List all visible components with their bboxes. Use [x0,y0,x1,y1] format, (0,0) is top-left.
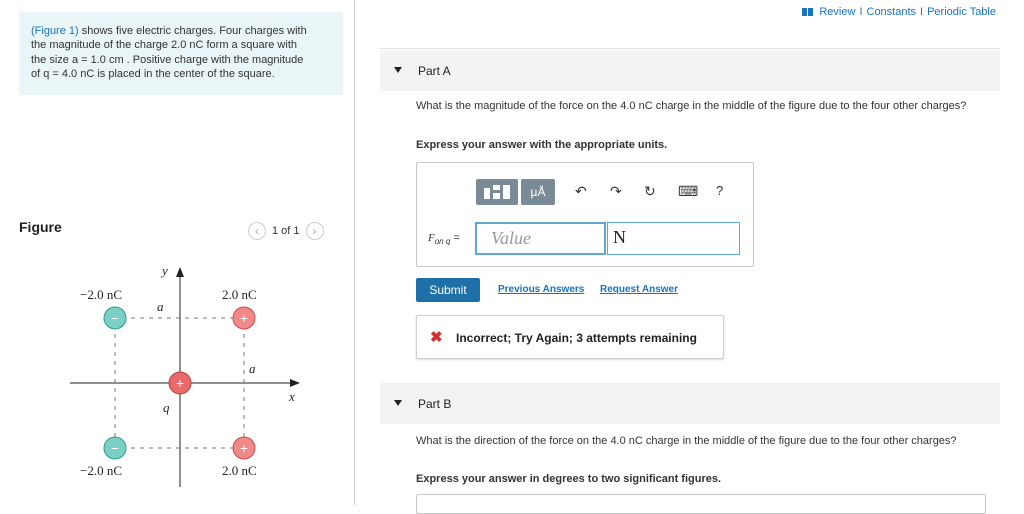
label-y-axis: y [162,263,168,278]
label-x-axis: x [289,389,295,404]
label-top-right: 2.0 nC [222,287,257,302]
force-symbol: F [428,232,435,244]
charges-figure [60,255,300,500]
submit-button[interactable]: Submit [416,278,480,302]
review-link[interactable]: Review [819,6,856,18]
prev-figure-button[interactable]: ‹ [248,222,266,240]
label-side-a-top: a [157,299,164,314]
collapse-caret-icon[interactable] [394,400,402,406]
link-separator: I [859,6,863,18]
part-a-instruction: Express your answer with the appropriate units. [416,139,668,151]
charge-bottom-right-sign: + [239,440,249,456]
label-q: q [163,400,170,415]
book-icon [802,8,813,16]
force-subscript: on q [434,237,451,247]
part-a-question: What is the magnitude of the force on the 4.0 nC charge in the middle of the figure due to the four other charges? [416,100,967,112]
value-input[interactable]: Value [475,222,606,255]
figure-link[interactable]: (Figure 1) [31,25,79,37]
templates-button[interactable] [476,179,518,205]
figure-pager [248,221,324,241]
intro-line1: shows five electric charges. Four charges with [78,25,307,37]
problem-intro [19,12,343,95]
part-a-header[interactable] [380,50,1000,91]
panel-divider [354,0,355,505]
help-icon[interactable]: ? [716,183,724,198]
intro-line3: the size a = 1.0 cm . Positive charge with the magnitude [31,53,304,66]
header-divider [380,48,1000,49]
part-b-answer-box [416,494,986,514]
charge-bottom-left-sign: − [111,441,119,456]
units-button[interactable]: μÅ [521,179,555,205]
templates-icon [476,179,518,205]
unit-input[interactable]: N [607,222,740,255]
redo-icon[interactable]: ↷ [610,183,622,199]
part-b-header[interactable] [380,383,1000,424]
intro-line2: the magnitude of the charge 2.0 nC form a square with [31,39,297,52]
previous-answers-link[interactable]: Previous Answers [498,284,585,295]
figure-title: Figure [19,219,62,235]
resource-links [802,6,996,18]
undo-icon[interactable]: ↶ [575,183,587,199]
keyboard-icon[interactable]: ⌨ [678,183,699,199]
constants-link[interactable]: Constants [866,6,917,18]
y-axis-arrow [176,267,184,277]
intro-line4: of q = 4.0 nC is placed in the center of the square. [31,68,275,81]
force-equals: = [450,232,460,244]
label-top-left: −2.0 nC [80,287,123,302]
part-b-title: Part B [418,397,452,411]
label-bottom-right: 2.0 nC [222,463,257,478]
part-b-instruction: Express your answer in degrees to two significant figures. [416,473,722,485]
x-axis-arrow [290,379,300,387]
math-toolbar [476,179,558,205]
incorrect-icon: ✖ [430,329,443,346]
force-label [428,232,460,246]
label-bottom-left: −2.0 nC [80,463,123,478]
label-side-a-right: a [249,361,256,376]
charge-top-right-sign: + [239,310,249,326]
part-b-question: What is the direction of the force on the 4.0 nC charge in the middle of the figure due to the four other charges? [416,435,957,447]
feedback-message: Incorrect; Try Again; 3 attempts remaining [456,331,697,345]
charge-center-sign: + [175,375,185,391]
next-figure-button[interactable]: › [306,222,324,240]
part-a-title: Part A [418,64,451,78]
periodic-table-link[interactable]: Periodic Table [927,6,996,18]
pager-label: 1 of 1 [272,225,300,237]
feedback-box [416,315,724,359]
reset-icon[interactable]: ↻ [644,183,656,199]
collapse-caret-icon[interactable] [394,67,402,73]
charge-top-left-sign: − [111,311,119,326]
request-answer-link[interactable]: Request Answer [600,284,678,295]
link-separator: I [920,6,924,18]
